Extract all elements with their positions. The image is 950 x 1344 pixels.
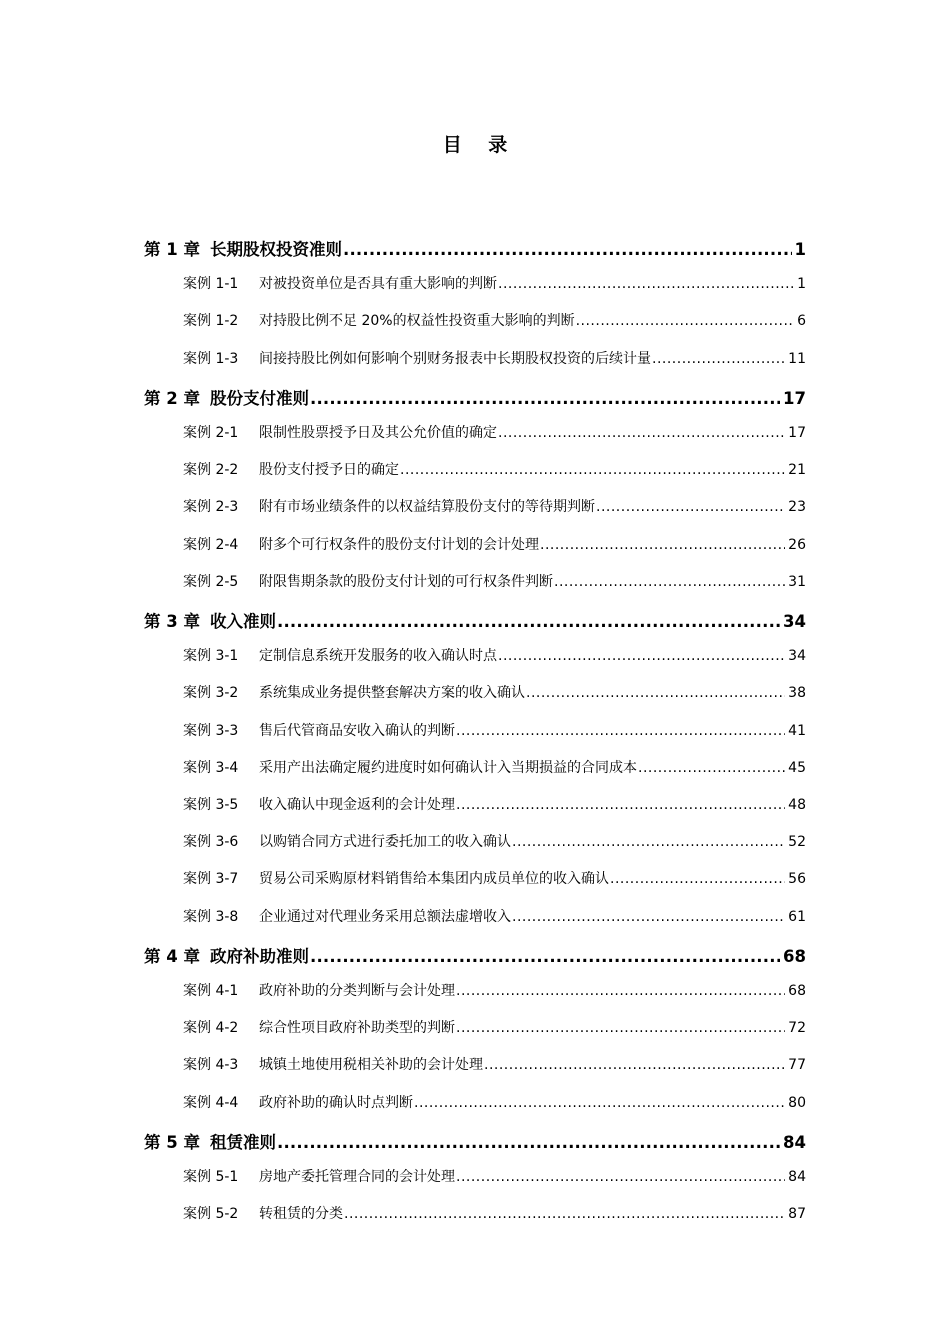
toc-entry-number: 案例 3-7 xyxy=(183,871,239,888)
toc-page-number: 38 xyxy=(788,685,806,702)
page-title: 目 录 xyxy=(442,134,518,156)
toc-entry-number: 案例 2-1 xyxy=(183,425,239,441)
toc-entry-title: 附有市场业绩条件的以权益结算股份支付的等待期判断 xyxy=(259,499,595,516)
toc-case-entry[interactable] xyxy=(183,534,806,554)
toc-entry-title: 政府补助的确认时点判断 xyxy=(259,1094,413,1111)
toc-dot-leader xyxy=(277,1133,780,1152)
toc-entry-number: 案例 3-4 xyxy=(183,759,239,776)
toc-page-number: 48 xyxy=(788,797,806,813)
toc-dot-leader xyxy=(554,574,785,590)
toc-chapter-entry[interactable] xyxy=(144,385,806,409)
toc-entry-title: 售后代管商品安收入确认的判断 xyxy=(259,722,455,739)
toc-case-entry[interactable] xyxy=(183,1092,806,1112)
toc-case-entry[interactable] xyxy=(183,348,806,368)
toc-page-number: 84 xyxy=(783,1132,806,1152)
toc-case-entry[interactable] xyxy=(183,1017,806,1037)
toc-case-entry[interactable] xyxy=(183,273,806,293)
toc-page-number: 52 xyxy=(788,834,806,851)
toc-case-entry[interactable] xyxy=(183,1203,806,1223)
toc-entry-title: 贸易公司采购原材料销售给本集团内成员单位的收入确认 xyxy=(259,871,609,888)
toc-case-entry[interactable] xyxy=(183,868,806,888)
toc-page-number: 31 xyxy=(788,573,806,590)
toc-entry-number: 案例 3-3 xyxy=(183,722,239,739)
toc-case-entry[interactable] xyxy=(183,1166,806,1186)
toc-case-entry[interactable] xyxy=(183,980,806,1000)
toc-dot-leader xyxy=(400,462,785,478)
toc-page-number: 45 xyxy=(788,759,806,776)
toc-entry-number: 第 2 章 xyxy=(144,388,200,408)
toc-dot-leader xyxy=(576,313,795,329)
toc-dot-leader xyxy=(277,612,780,631)
toc-case-entry[interactable] xyxy=(183,310,806,330)
toc-entry-title: 收入确认中现金返利的会计处理 xyxy=(259,797,455,813)
toc-entry-number: 第 5 章 xyxy=(144,1132,200,1152)
toc-dot-leader xyxy=(310,947,780,966)
toc-entry-title: 转租赁的分类 xyxy=(259,1206,343,1223)
toc-page-number: 1 xyxy=(794,240,806,259)
toc-case-entry[interactable] xyxy=(183,422,806,442)
toc-dot-leader xyxy=(526,685,785,701)
toc-page-number: 61 xyxy=(788,908,806,925)
toc-entry-number: 第 3 章 xyxy=(144,612,200,631)
toc-entry-number: 案例 3-2 xyxy=(183,685,239,702)
toc-entry-number: 案例 1-3 xyxy=(183,350,239,367)
toc-page-number: 68 xyxy=(783,946,806,966)
toc-dot-leader xyxy=(484,1057,785,1073)
toc-entry-title: 采用产出法确定履约进度时如何确认计入当期损益的合同成本 xyxy=(259,759,637,776)
toc-entry-title: 城镇土地使用税相关补助的会计处理 xyxy=(259,1057,483,1074)
toc-entry-number: 案例 2-4 xyxy=(183,536,239,553)
toc-entry-number: 案例 3-6 xyxy=(183,834,239,851)
toc-page-number: 11 xyxy=(788,350,806,367)
toc-dot-leader xyxy=(456,983,785,999)
toc-case-entry[interactable] xyxy=(183,831,806,851)
toc-entry-number: 案例 4-2 xyxy=(183,1020,239,1037)
toc-entry-number: 案例 2-2 xyxy=(183,462,239,479)
toc-case-entry[interactable] xyxy=(183,571,806,591)
toc-dot-leader xyxy=(310,389,780,408)
toc-page-number: 26 xyxy=(788,536,806,553)
toc-page-number: 68 xyxy=(788,983,806,999)
toc-chapter-entry[interactable] xyxy=(144,943,806,967)
toc-dot-leader xyxy=(343,240,792,259)
toc-page-number: 6 xyxy=(797,313,806,330)
toc-entry-title: 股份支付授予日的确定 xyxy=(259,462,399,479)
toc-dot-leader xyxy=(498,276,794,292)
toc-entry-title: 对被投资单位是否具有重大影响的判断 xyxy=(259,276,497,293)
toc-case-entry[interactable] xyxy=(183,794,806,814)
toc-page-number: 87 xyxy=(788,1206,806,1223)
toc-entry-title: 对持股比例不足 20%的权益性投资重大影响的判断 xyxy=(259,313,575,330)
toc-case-entry[interactable] xyxy=(183,757,806,777)
toc-entry-title: 政府补助的分类判断与会计处理 xyxy=(259,983,455,999)
toc-dot-leader xyxy=(652,351,785,367)
toc-entry-title: 收入准则 xyxy=(210,612,276,631)
toc-page-number: 77 xyxy=(788,1057,806,1074)
toc-dot-leader xyxy=(512,909,785,925)
toc-entry-title: 股份支付准则 xyxy=(210,388,309,408)
toc-page-number: 34 xyxy=(788,648,806,665)
toc-entry-number: 第 1 章 xyxy=(144,240,200,259)
toc-dot-leader xyxy=(456,1169,785,1185)
toc-entry-title: 以购销合同方式进行委托加工的收入确认 xyxy=(259,834,511,851)
toc-entry-number: 案例 4-1 xyxy=(183,983,239,999)
toc-page-number: 34 xyxy=(783,612,806,631)
toc-entry-title: 政府补助准则 xyxy=(210,946,309,966)
toc-dot-leader xyxy=(596,499,785,515)
toc-chapter-entry[interactable] xyxy=(144,1129,806,1153)
toc-dot-leader xyxy=(456,723,785,739)
toc-dot-leader xyxy=(540,537,785,553)
toc-entry-number: 案例 5-1 xyxy=(183,1169,239,1185)
toc-entry-title: 租赁准则 xyxy=(210,1132,276,1152)
toc-case-entry[interactable] xyxy=(183,459,806,479)
toc-entry-number: 案例 1-2 xyxy=(183,313,239,330)
toc-dot-leader xyxy=(498,425,785,441)
toc-case-entry[interactable] xyxy=(183,682,806,702)
toc-case-entry[interactable] xyxy=(183,645,806,665)
toc-dot-leader xyxy=(344,1206,785,1222)
toc-entry-title: 定制信息系统开发服务的收入确认时点 xyxy=(259,648,497,665)
toc-entry-number: 案例 3-1 xyxy=(183,648,239,665)
toc-page-number: 17 xyxy=(783,388,806,408)
toc-entry-number: 案例 2-5 xyxy=(183,573,239,590)
toc-dot-leader xyxy=(512,834,785,850)
toc-page-number: 84 xyxy=(788,1169,806,1185)
toc-entry-title: 综合性项目政府补助类型的判断 xyxy=(259,1020,455,1037)
toc-dot-leader xyxy=(456,1020,785,1036)
toc-entry-number: 第 4 章 xyxy=(144,946,200,966)
toc-page-number: 56 xyxy=(788,871,806,888)
toc-page-number: 1 xyxy=(797,276,806,293)
toc-case-entry[interactable] xyxy=(183,1054,806,1074)
toc-dot-leader xyxy=(498,648,785,664)
toc-case-entry[interactable] xyxy=(183,496,806,516)
toc-entry-title: 间接持股比例如何影响个别财务报表中长期股权投资的后续计量 xyxy=(259,350,651,367)
toc-entry-number: 案例 5-2 xyxy=(183,1206,239,1223)
toc-entry-title: 附限售期条款的股份支付计划的可行权条件判断 xyxy=(259,573,553,590)
toc-entry-title: 系统集成业务提供整套解决方案的收入确认 xyxy=(259,685,525,702)
toc-entry-title: 限制性股票授予日及其公允价值的确定 xyxy=(259,425,497,441)
toc-chapter-entry[interactable] xyxy=(144,236,806,260)
toc-page-number: 41 xyxy=(788,722,806,739)
toc-page-number: 23 xyxy=(788,499,806,516)
toc-entry-number: 案例 3-5 xyxy=(183,797,239,813)
toc-entry-number: 案例 1-1 xyxy=(183,276,239,293)
toc-chapter-entry[interactable] xyxy=(144,608,806,632)
toc-dot-leader xyxy=(414,1095,785,1111)
toc-dot-leader xyxy=(638,760,785,776)
toc-page-number: 21 xyxy=(788,462,806,479)
toc-entry-number: 案例 2-3 xyxy=(183,499,239,516)
toc-case-entry[interactable] xyxy=(183,720,806,740)
toc-entry-number: 案例 3-8 xyxy=(183,908,239,925)
toc-case-entry[interactable] xyxy=(183,906,806,926)
toc-entry-title: 房地产委托管理合同的会计处理 xyxy=(259,1169,455,1185)
toc-entry-title: 附多个可行权条件的股份支付计划的会计处理 xyxy=(259,536,539,553)
toc-entry-number: 案例 4-4 xyxy=(183,1094,239,1111)
toc-entry-number: 案例 4-3 xyxy=(183,1057,239,1074)
toc-dot-leader xyxy=(610,871,785,887)
toc-page-number: 17 xyxy=(788,425,806,441)
toc-dot-leader xyxy=(456,797,785,813)
toc-page-number: 80 xyxy=(788,1094,806,1111)
toc-entry-title: 长期股权投资准则 xyxy=(210,240,342,259)
toc-entry-title: 企业通过对代理业务采用总额法虚增收入 xyxy=(259,908,511,925)
toc-page-number: 72 xyxy=(788,1020,806,1037)
